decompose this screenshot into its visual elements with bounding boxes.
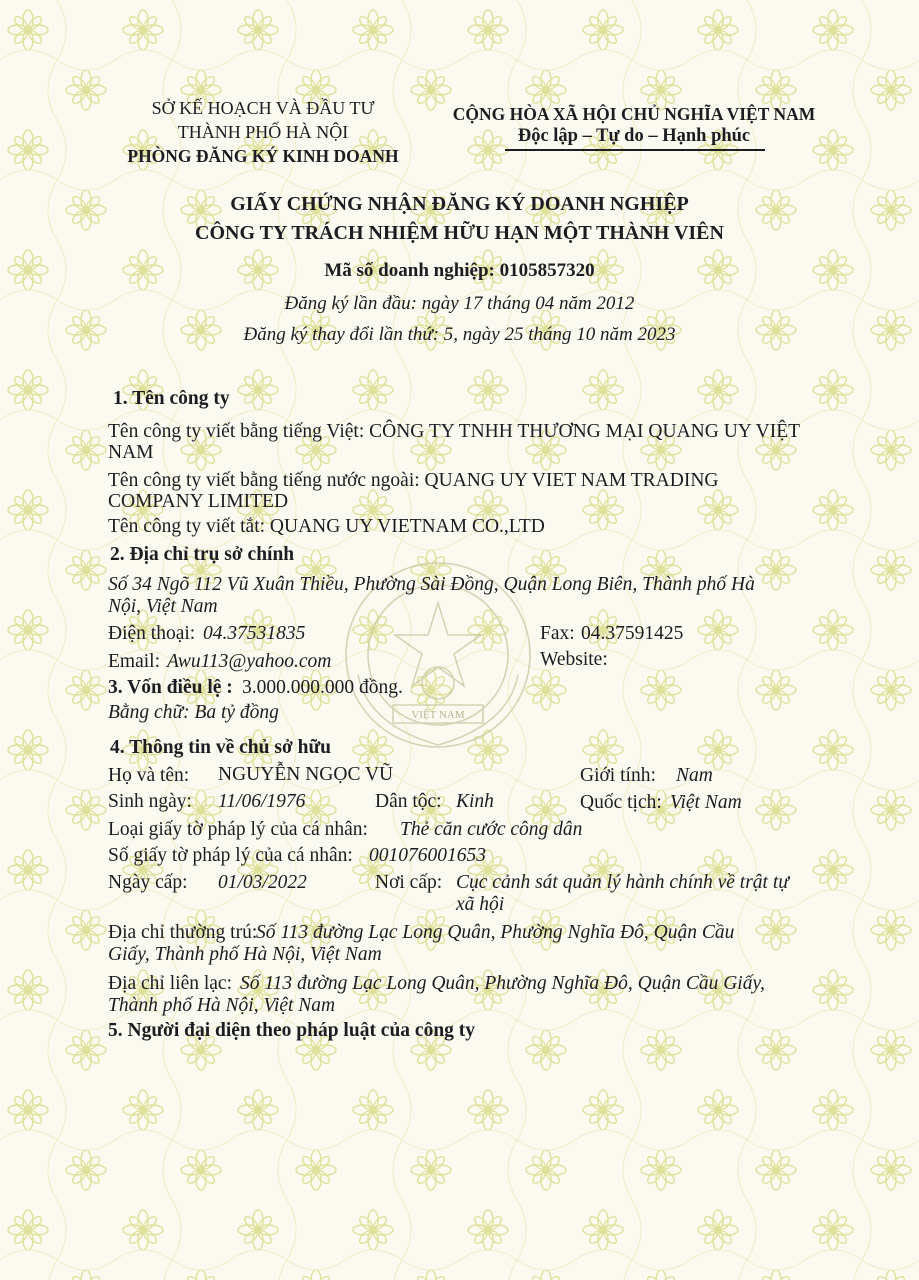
- head-office-address-line1: Số 34 Ngõ 112 Vũ Xuân Thiều, Phường Sài Đồng, Quận Long Biên, Thành phố Hà: [108, 574, 755, 595]
- phone-label: Điện thoại:: [108, 623, 196, 644]
- company-short-name: Tên công ty viết tắt: QUANG UY VIETNAM CO.,LTD: [108, 516, 545, 537]
- company-foreign-name-line2: COMPANY LIMITED: [108, 491, 289, 512]
- section3-heading: 3. Vốn điều lệ :: [108, 677, 233, 698]
- section2-heading: 2. Địa chỉ trụ sở chính: [110, 544, 295, 565]
- issue-place-line1: Cục cảnh sát quản lý hành chính về trật tự: [456, 872, 789, 893]
- owner-name-label: Họ và tên:: [108, 765, 190, 786]
- capital-in-words: Bằng chữ: Ba tỷ đồng: [108, 702, 279, 723]
- section4-heading: 4. Thông tin về chủ sở hữu: [110, 737, 332, 758]
- id-number-value: 001076001653: [369, 845, 486, 866]
- dob-label: Sinh ngày:: [108, 791, 192, 812]
- section5-heading: 5. Người đại diện theo pháp luật của công ty: [108, 1020, 476, 1041]
- contact-address-line2: Thành phố Hà Nội, Việt Nam: [108, 995, 336, 1016]
- permanent-address-label: Địa chỉ thường trú:: [108, 922, 258, 943]
- emblem-text: VIỆT NAM: [411, 709, 465, 721]
- gender-label: Giới tính:: [580, 765, 656, 786]
- section1-heading: 1. Tên công ty: [113, 388, 230, 409]
- change-registration-date: Đăng ký thay đổi lần thứ: 5, ngày 25 tháng 10 năm 2023: [243, 324, 676, 345]
- id-number-label: Số giấy tờ pháp lý của cá nhân:: [108, 845, 353, 866]
- nationality-value: Việt Nam: [670, 792, 742, 813]
- header-left-line1: SỞ KẾ HOẠCH VÀ ĐẦU TƯ: [151, 98, 375, 118]
- company-vn-name-line1: Tên công ty viết bằng tiếng Việt: CÔNG TY TNHH THƯƠNG MẠI QUANG UY VIỆT: [108, 421, 801, 442]
- fax-label: Fax:: [540, 623, 575, 644]
- head-office-address-line2: Nội, Việt Nam: [108, 596, 218, 617]
- header-left-line2: THÀNH PHỐ HÀ NỘI: [177, 122, 349, 142]
- tax-code: Mã số doanh nghiệp: 0105857320: [324, 260, 595, 281]
- issue-date-value: 01/03/2022: [218, 872, 307, 893]
- contact-address-label: Địa chỉ liên lạc:: [108, 973, 232, 994]
- document-title-line2: CÔNG TY TRÁCH NHIỆM HỮU HẠN MỘT THÀNH VIÊN: [195, 222, 724, 244]
- phone-value: 04.37531835: [203, 623, 306, 644]
- header-right-line1: CỘNG HÒA XÃ HỘI CHỦ NGHĨA VIỆT NAM: [452, 104, 816, 124]
- permanent-address-line2: Giấy, Thành phố Hà Nội, Việt Nam: [108, 944, 382, 965]
- email-value: Awu113@yahoo.com: [167, 651, 332, 672]
- company-vn-name-line2: NAM: [108, 442, 154, 463]
- owner-name-value: NGUYỄN NGỌC VŨ: [218, 764, 394, 785]
- website-label: Website:: [540, 649, 608, 670]
- fax-value: 04.37591425: [581, 623, 684, 644]
- email-label: Email:: [108, 651, 160, 672]
- gender-value: Nam: [676, 765, 713, 786]
- permanent-address-line1: Số 113 đường Lạc Long Quân, Phường Nghĩa Đô, Quận Cầu: [256, 922, 735, 943]
- contact-address-line1: Số 113 đường Lạc Long Quân, Phường Nghĩa Đô, Quận Cầu Giấy,: [240, 973, 765, 994]
- nationality-label: Quốc tịch:: [580, 792, 662, 813]
- company-foreign-name-line1: Tên công ty viết bằng tiếng nước ngoài: QUANG UY VIET NAM TRADING: [108, 470, 719, 491]
- id-type-label: Loại giấy tờ pháp lý của cá nhân:: [108, 819, 368, 840]
- header-right-motto: Độc lập – Tự do – Hạnh phúc: [517, 126, 751, 146]
- dob-value: 11/06/1976: [218, 791, 306, 812]
- header-left-line3: PHÒNG ĐĂNG KÝ KINH DOANH: [127, 146, 399, 166]
- issue-place-label: Nơi cấp:: [375, 872, 443, 893]
- motto-underline: [505, 149, 765, 151]
- issue-place-line2: xã hội: [456, 894, 505, 915]
- ethnicity-value: Kinh: [456, 791, 494, 812]
- first-registration-date: Đăng ký lần đầu: ngày 17 tháng 04 năm 2012: [284, 293, 635, 314]
- document-title-line1: GIẤY CHỨNG NHẬN ĐĂNG KÝ DOANH NGHIỆP: [230, 193, 689, 215]
- issue-date-label: Ngày cấp:: [108, 872, 188, 893]
- ethnicity-label: Dân tộc:: [375, 791, 442, 812]
- charter-capital-value: 3.000.000.000 đồng.: [242, 677, 403, 698]
- id-type-value: Thẻ căn cước công dân: [400, 819, 583, 840]
